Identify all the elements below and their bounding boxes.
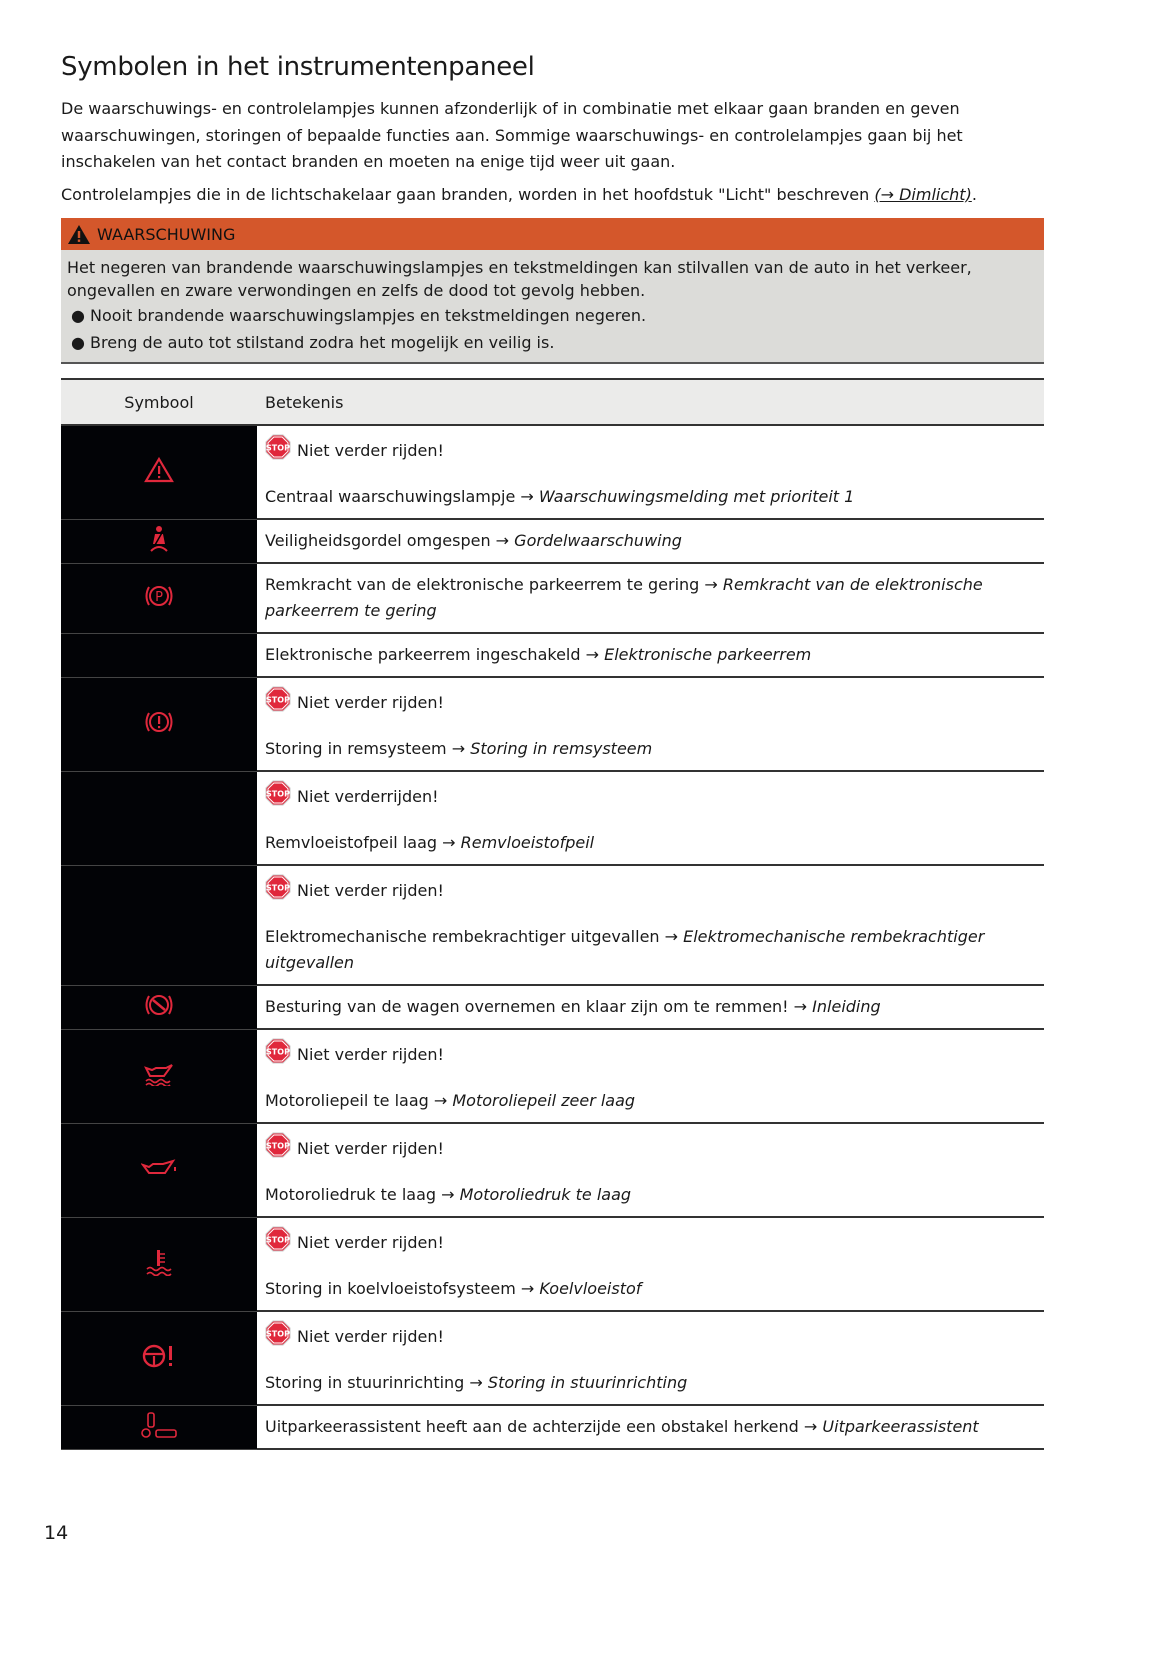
meaning-text: Motoroliepeil te laag → — [265, 1091, 453, 1110]
stop-sign-icon — [265, 686, 291, 720]
svg-text:STOP: STOP — [266, 1235, 290, 1245]
page-title: Symbolen in het instrumentenpaneel — [61, 52, 535, 82]
reference-link[interactable]: Remkracht van de elektronische parkeerrem te gering — [265, 575, 983, 620]
stop-line — [265, 780, 1036, 814]
page-content — [61, 52, 1044, 1450]
meaning-text: Elektronische parkeerrem ingeschakeld → — [265, 645, 605, 664]
warning-label: WAARSCHUWING — [97, 224, 236, 244]
symbol-cell — [61, 1217, 257, 1311]
stop-sign-icon — [265, 1320, 291, 1354]
svg-text:STOP: STOP — [266, 695, 290, 705]
steering-brake-icon — [143, 1003, 175, 1022]
meaning-cell — [257, 563, 1044, 633]
table-row — [61, 985, 1044, 1029]
meaning-text: Uitparkeerassistent heeft aan de achterzijde een obstakel herkend → — [265, 1417, 823, 1436]
reference-link[interactable]: Motoroliedruk te laag — [459, 1185, 632, 1204]
meaning-cell — [257, 865, 1044, 985]
warning-triangle-icon — [67, 224, 91, 245]
svg-text:STOP: STOP — [266, 1047, 290, 1057]
stop-line — [265, 874, 1036, 908]
stop-text: Niet verder rijden! — [297, 693, 444, 712]
page-number: 14 — [44, 1522, 69, 1544]
steering-fault-icon — [141, 1354, 177, 1373]
symbol-cell — [61, 425, 257, 519]
reference-link[interactable]: Storing in remsysteem — [470, 739, 653, 758]
stop-text: Niet verder rijden! — [297, 1233, 444, 1252]
stop-line — [265, 1320, 1036, 1354]
stop-line — [265, 1226, 1036, 1260]
table-row — [61, 1029, 1044, 1123]
dimlicht-link[interactable]: (→ Dimlicht) — [874, 184, 972, 204]
table-row — [61, 1217, 1044, 1311]
brake-system-icon — [143, 720, 175, 739]
stop-sign-icon — [265, 874, 291, 908]
meaning-text: Veiligheidsgordel omgespen → — [265, 531, 515, 550]
table-row — [61, 519, 1044, 563]
stop-line — [265, 1132, 1036, 1166]
table-row — [61, 677, 1044, 771]
reference-link[interactable]: Waarschuwingsmelding met prioriteit 1 — [538, 487, 855, 506]
meaning-cell — [257, 1311, 1044, 1405]
symbol-cell — [61, 1123, 257, 1217]
symbol-cell — [61, 1029, 257, 1123]
svg-text:STOP: STOP — [266, 789, 290, 799]
meaning-text: Storing in stuurinrichting → — [265, 1373, 488, 1392]
meaning-text: Storing in koelvloeistofsysteem → — [265, 1279, 540, 1298]
table-row — [61, 633, 1044, 677]
symbols-table — [61, 378, 1044, 1450]
symbol-cell — [61, 563, 257, 633]
table-row — [61, 1311, 1044, 1405]
symbol-cell — [61, 1405, 257, 1449]
stop-line — [265, 686, 1036, 720]
oil-level-icon — [142, 1071, 176, 1090]
intro-paragraph-2: Controlelampjes die in de lichtschakelaar gaan branden, worden in het hoofdstuk "Licht" beschreven (→ Dimlicht). — [61, 184, 977, 204]
warning-bullet: ● Nooit brandende waarschuwingslampjes en tekstmeldingen negeren. — [71, 306, 647, 325]
meaning-text: Elektromechanische rembekrachtiger uitgevallen → — [265, 927, 684, 946]
table-row — [61, 771, 1044, 865]
symbol-cell — [61, 865, 257, 985]
stop-sign-icon — [265, 1038, 291, 1072]
column-header-betekenis: Betekenis — [257, 379, 1044, 425]
table-row — [61, 1405, 1044, 1449]
meaning-cell — [257, 1405, 1044, 1449]
stop-text: Niet verderrijden! — [297, 787, 439, 806]
meaning-cell — [257, 519, 1044, 563]
oil-pressure-icon — [141, 1164, 177, 1183]
meaning-cell — [257, 633, 1044, 677]
table-row — [61, 563, 1044, 633]
meaning-text: Centraal waarschuwingslampje → — [265, 487, 539, 506]
warning-bullet: ● Breng de auto tot stilstand zodra het mogelijk en veilig is. — [71, 333, 555, 352]
stop-line — [265, 1038, 1036, 1072]
stop-text: Niet verder rijden! — [297, 1327, 444, 1346]
meaning-cell — [257, 1029, 1044, 1123]
stop-text: Niet verder rijden! — [297, 881, 444, 900]
reference-link[interactable]: Inleiding — [812, 997, 881, 1016]
svg-text:STOP: STOP — [266, 443, 290, 453]
reference-link[interactable]: Remvloeistofpeil — [460, 833, 595, 852]
svg-text:STOP: STOP — [266, 1329, 290, 1339]
stop-sign-icon — [265, 780, 291, 814]
reference-link[interactable]: Storing in stuurinrichting — [487, 1373, 688, 1392]
meaning-text: Remkracht van de elektronische parkeerrem te gering → — [265, 575, 723, 594]
symbol-cell — [61, 633, 257, 677]
seatbelt-icon — [146, 538, 172, 557]
symbol-cell — [61, 771, 257, 865]
stop-text: Niet verder rijden! — [297, 441, 444, 460]
reference-link[interactable]: Gordelwaarschuwing — [514, 531, 682, 550]
coolant-icon — [144, 1261, 174, 1280]
warning-text: Het negeren van brandende waarschuwingslampjes en tekstmeldingen kan stilvallen van de auto in het verkeer, ongevallen en zware verwondingen en zelfs de dood tot gevolg hebben. — [67, 258, 972, 300]
meaning-text: Storing in remsysteem → — [265, 739, 471, 758]
stop-sign-icon — [265, 1132, 291, 1166]
reference-link[interactable]: Koelvloeistof — [539, 1279, 642, 1298]
table-row — [61, 1123, 1044, 1217]
stop-sign-icon — [265, 434, 291, 468]
reference-link[interactable]: Elektronische parkeerrem — [604, 645, 812, 664]
symbol-cell — [61, 1311, 257, 1405]
table-row — [61, 425, 1044, 519]
stop-sign-icon — [265, 1226, 291, 1260]
park-assist-icon — [140, 1424, 178, 1443]
symbol-cell — [61, 677, 257, 771]
warning-body — [61, 250, 1044, 364]
meaning-cell — [257, 1123, 1044, 1217]
warning-triangle-icon — [144, 469, 174, 488]
column-header-symbool: Symbool — [61, 379, 257, 425]
stop-text: Niet verder rijden! — [297, 1045, 444, 1064]
svg-text:STOP: STOP — [266, 883, 290, 893]
svg-text:P: P — [155, 590, 163, 605]
reference-link[interactable]: Uitparkeerassistent — [822, 1417, 979, 1436]
stop-text: Niet verder rijden! — [297, 1139, 444, 1158]
symbol-cell — [61, 519, 257, 563]
meaning-cell — [257, 985, 1044, 1029]
meaning-cell — [257, 425, 1044, 519]
warning-header — [61, 218, 1044, 250]
meaning-cell — [257, 677, 1044, 771]
intro-paragraph: De waarschuwings- en controlelampjes kunnen afzonderlijk of in combinatie met elkaar gaan branden en geven waarschuwingen, storingen of bepaalde functies aan. Sommige waarschuwings- en controlelampjes gaan bij het inschakelen van het contact branden en moeten na enige tijd weer uit gaan. — [61, 99, 963, 171]
parking-brake-icon — [143, 590, 175, 613]
svg-text:STOP: STOP — [266, 1141, 290, 1151]
meaning-text: Besturing van de wagen overnemen en klaar zijn om te remmen! → — [265, 997, 813, 1016]
reference-link[interactable]: Elektromechanische rembekrachtiger uitgevallen — [265, 927, 985, 972]
table-row — [61, 865, 1044, 985]
meaning-cell — [257, 771, 1044, 865]
meaning-text: Remvloeistofpeil laag → — [265, 833, 461, 852]
reference-link[interactable]: Motoroliepeil zeer laag — [452, 1091, 636, 1110]
symbol-cell — [61, 985, 257, 1029]
stop-line — [265, 434, 1036, 468]
meaning-text: Motoroliedruk te laag → — [265, 1185, 460, 1204]
meaning-cell — [257, 1217, 1044, 1311]
